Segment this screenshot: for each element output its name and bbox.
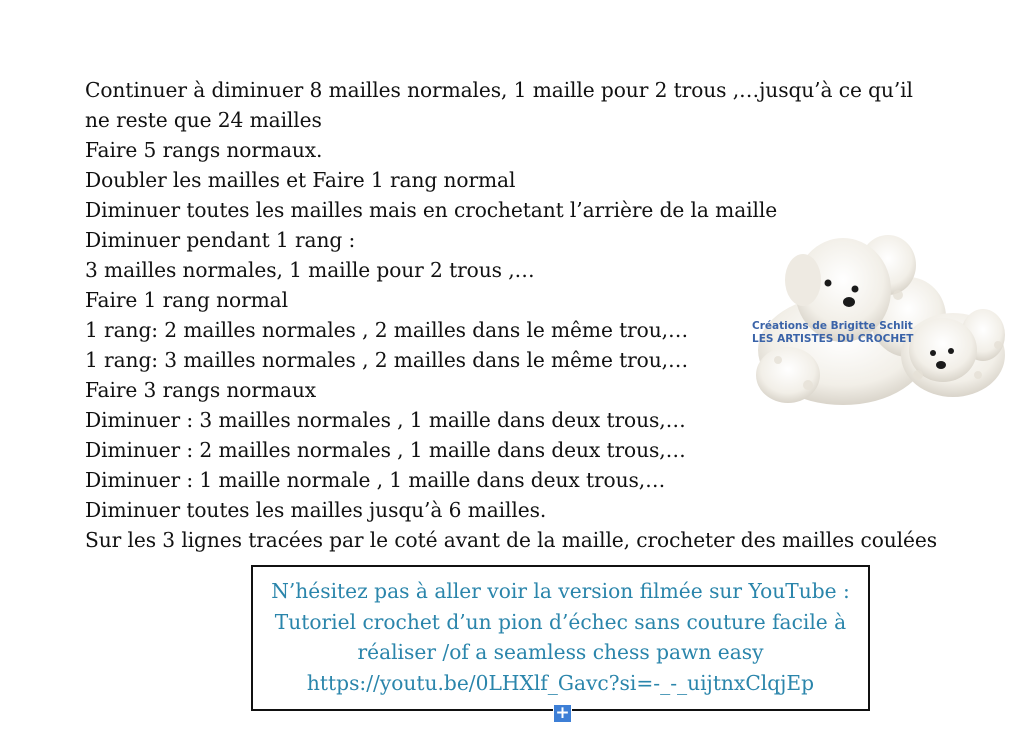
instruction-line: Diminuer toutes les mailles mais en crochetant l’arrière de la maille [85, 198, 778, 222]
add-button[interactable] [553, 704, 572, 723]
watermark-line: Créations de Brigitte Schlit [752, 320, 913, 332]
instruction-line: Faire 3 rangs normaux [85, 378, 317, 402]
instruction-line: Continuer à diminuer 8 mailles normales, 1 maille pour 2 trous ,…jusqu’à ce qu’il [85, 78, 913, 102]
instruction-line: 1 rang: 2 mailles normales , 2 mailles dans le même trou,… [85, 318, 689, 342]
instruction-line: 3 mailles normales, 1 maille pour 2 trous ,… [85, 258, 535, 282]
callout-line: N’hésitez pas à aller voir la version filmée sur YouTube : [271, 579, 850, 603]
instruction-line: Diminuer pendant 1 rang : [85, 228, 356, 252]
instruction-line: ne reste que 24 mailles [85, 108, 322, 132]
instruction-line: Diminuer : 3 mailles normales , 1 maille dans deux trous,… [85, 408, 686, 432]
watermark-line: LES ARTISTES DU CROCHET [752, 333, 914, 345]
youtube-callout-box [251, 565, 870, 711]
plus-icon: + [555, 703, 570, 723]
instruction-line: Faire 1 rang normal [85, 288, 288, 312]
callout-line: réaliser /of a seamless chess pawn easy [357, 640, 764, 664]
instruction-line: Doubler les mailles et Faire 1 rang normal [85, 168, 516, 192]
photo-watermark [752, 320, 913, 346]
instruction-line: Diminuer : 2 mailles normales , 1 maille dans deux trous,… [85, 438, 686, 462]
instruction-line: Diminuer toutes les mailles jusqu’à 6 mailles. [85, 498, 547, 522]
instruction-line: Sur les 3 lignes tracées par le coté avant de la maille, crocheter des mailles coulées [85, 528, 937, 552]
instruction-line: Diminuer : 1 maille normale , 1 maille dans deux trous,… [85, 468, 666, 492]
instruction-line: Faire 5 rangs normaux. [85, 138, 323, 162]
instruction-line: 1 rang: 3 mailles normales , 2 mailles dans le même trou,… [85, 348, 689, 372]
callout-line: Tutoriel crochet d’un pion d’échec sans couture facile à [274, 609, 847, 634]
youtube-link[interactable]: https://youtu.be/0LHXlf_Gavc?si=-_-_uijtnxClqjEp [306, 670, 815, 695]
